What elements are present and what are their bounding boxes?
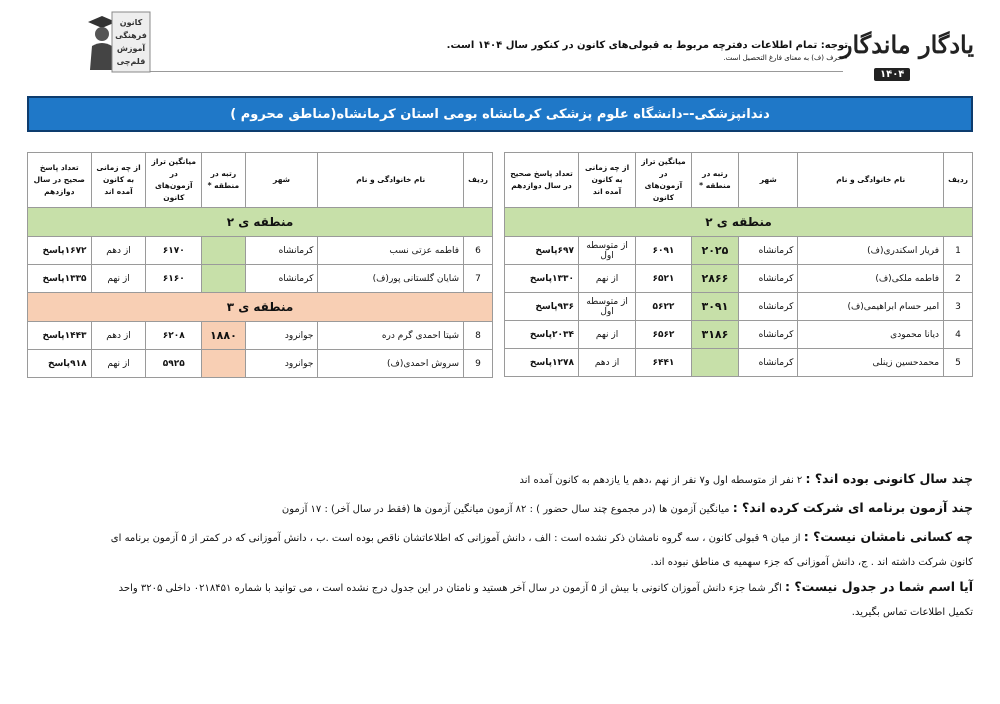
col-since: از چه زمانی به کانون آمده اند — [578, 153, 635, 208]
faq-question: چند آزمون برنامه ای شرکت کرده اند؟ : — [732, 500, 973, 515]
page-title: دندانپزشکی-–دانشگاه علوم پزشکی کرمانشاه بومی استان کرمانشاه(مناطق محروم ) — [27, 96, 973, 132]
faq-answer: کانون شرکت داشته اند . ج، دانش آموزانی که جزء سهمیه ی مناطق نبوده اند. — [650, 557, 973, 568]
left-table — [27, 152, 493, 378]
brand-name: یادگار ماندگار — [840, 30, 974, 59]
col-avg: میانگین تراز در آزمون‌های کانون — [146, 153, 202, 208]
faq-1 — [27, 470, 973, 490]
table-row: 4 دیانا محمودی کرمانشاه ۳۱۸۶ ۶۵۶۲ از نهم ۲۰۳۴پاسخ — [505, 321, 973, 349]
faq-4 — [27, 578, 973, 598]
col-name: نام خانوادگی و نام — [798, 153, 944, 208]
col-rank: رتبه در منطقه * — [691, 153, 738, 208]
col-avg: میانگین تراز در آزمون‌های کانون — [636, 153, 692, 208]
zone-label: منطقه ی ۳ — [28, 293, 493, 322]
col-since: از چه زمانی به کانون آمده اند — [91, 153, 146, 208]
faq-4-cont — [27, 604, 973, 622]
zone-row — [505, 208, 973, 237]
faq-answer: اگر شما جزء دانش آموزان کانونی با بیش از ۵ آزمون در سال آخر هستید و نامتان در این جدول درج نشده است ، می توانید با شماره ۰۲۱۸۴۵۱ داخلی ۳۲۰۵ واحد — [118, 583, 782, 594]
zone-label: منطقه ی ۲ — [28, 208, 493, 237]
table-header — [28, 153, 493, 208]
table-row: 8 شیتا احمدی گرم دره جوانرود ۱۸۸۰ ۶۲۰۸ از دهم ۱۴۴۳پاسخ — [28, 322, 493, 350]
zone-row — [28, 293, 493, 322]
col-rank: رتبه در منطقه * — [202, 153, 246, 208]
col-row: ردیف — [464, 153, 493, 208]
col-row: ردیف — [944, 153, 973, 208]
zone-row — [28, 208, 493, 237]
col-answers: تعداد پاسخ صحیح در سال دوازدهم — [28, 153, 92, 208]
col-city: شهر — [739, 153, 798, 208]
header-divider — [145, 71, 843, 72]
col-name: نام خانوادگی و نام — [318, 153, 464, 208]
faq-question: چه کسانی نامشان نیست؟ : — [803, 529, 973, 544]
col-answers: تعداد پاسخ صحیح در سال دوازدهم — [505, 153, 579, 208]
table-row: 6 فاطمه عزتی نسب کرمانشاه ۶۱۷۰ از دهم ۱۶۷۲پاسخ — [28, 237, 493, 265]
right-table — [504, 152, 973, 377]
notice-line-2: • حرف (ف) به معنای فارغ التحصیل است. — [723, 54, 848, 62]
col-city: شهر — [245, 153, 318, 208]
notice-line-1: توجه: تمام اطلاعات دفترچه مربوط به قبولی‌های کانون در کنکور سال ۱۴۰۴ است. — [446, 40, 848, 51]
faq-answer: از میان ۹ قبولی کانون ، سه گروه نامشان ذکر نشده است : الف ، دانش آموزانی که اطلاعاتشان ناقص بوده است .ب ، دانش آموزانی که در کمتر از ۵ آزمون برنامه ای — [110, 533, 801, 544]
brand-logo — [840, 30, 978, 92]
faq-question: آیا اسم شما در جدول نیست؟ : — [785, 579, 973, 594]
kanoon-logo-text: کانون فرهنگی آموزش قلم‌چی — [115, 18, 147, 66]
faq-question: چند سال کانونی بوده اند؟ : — [805, 471, 973, 486]
table-row: 1 فریار اسکندری(ف) کرمانشاه ۲۰۲۵ ۶۰۹۱ از متوسطه اول ۶۹۷پاسخ — [505, 237, 973, 265]
zone-label: منطقه ی ۲ — [505, 208, 973, 237]
table-row: 9 سروش احمدی(ف) جوانرود ۵۹۲۵ از نهم ۹۱۸پاسخ — [28, 350, 493, 378]
table-row: 5 محمدحسین زینلی کرمانشاه ۶۴۴۱ از دهم ۱۲۷۸پاسخ — [505, 349, 973, 377]
table-row: 2 فاطمه ملکی(ف) کرمانشاه ۲۸۶۶ ۶۵۲۱ از نهم ۱۳۳۰پاسخ — [505, 265, 973, 293]
brand-year: ۱۴۰۴ — [874, 68, 910, 81]
notice — [328, 40, 848, 62]
table-row: 3 امیر حسام ابراهیمی(ف) کرمانشاه ۳۰۹۱ ۵۶۲۲ از متوسطه اول ۹۳۶پاسخ — [505, 293, 973, 321]
kanoon-logo — [86, 8, 152, 74]
faq-answer: میانگین آزمون ها (در مجموع چند سال حضور ) : ۸۲ آزمون میانگین آزمون ها (فقط در سال آخر) : ۱۷ آزمون — [281, 504, 730, 515]
faq-2 — [27, 499, 973, 519]
table-header — [505, 153, 973, 208]
faq-answer: ۲ نفر از متوسطه اول و۷ نفر از نهم ،دهم یا یازدهم به کانون آمده اند — [519, 475, 803, 486]
table-row: 7 شایان گلستانی پور(ف) کرمانشاه ۶۱۶۰ از نهم ۱۳۳۵پاسخ — [28, 265, 493, 293]
faq-answer: تکمیل اطلاعات تماس بگیرید. — [851, 607, 973, 618]
faq-3 — [27, 528, 973, 548]
faq-3-cont — [27, 554, 973, 572]
